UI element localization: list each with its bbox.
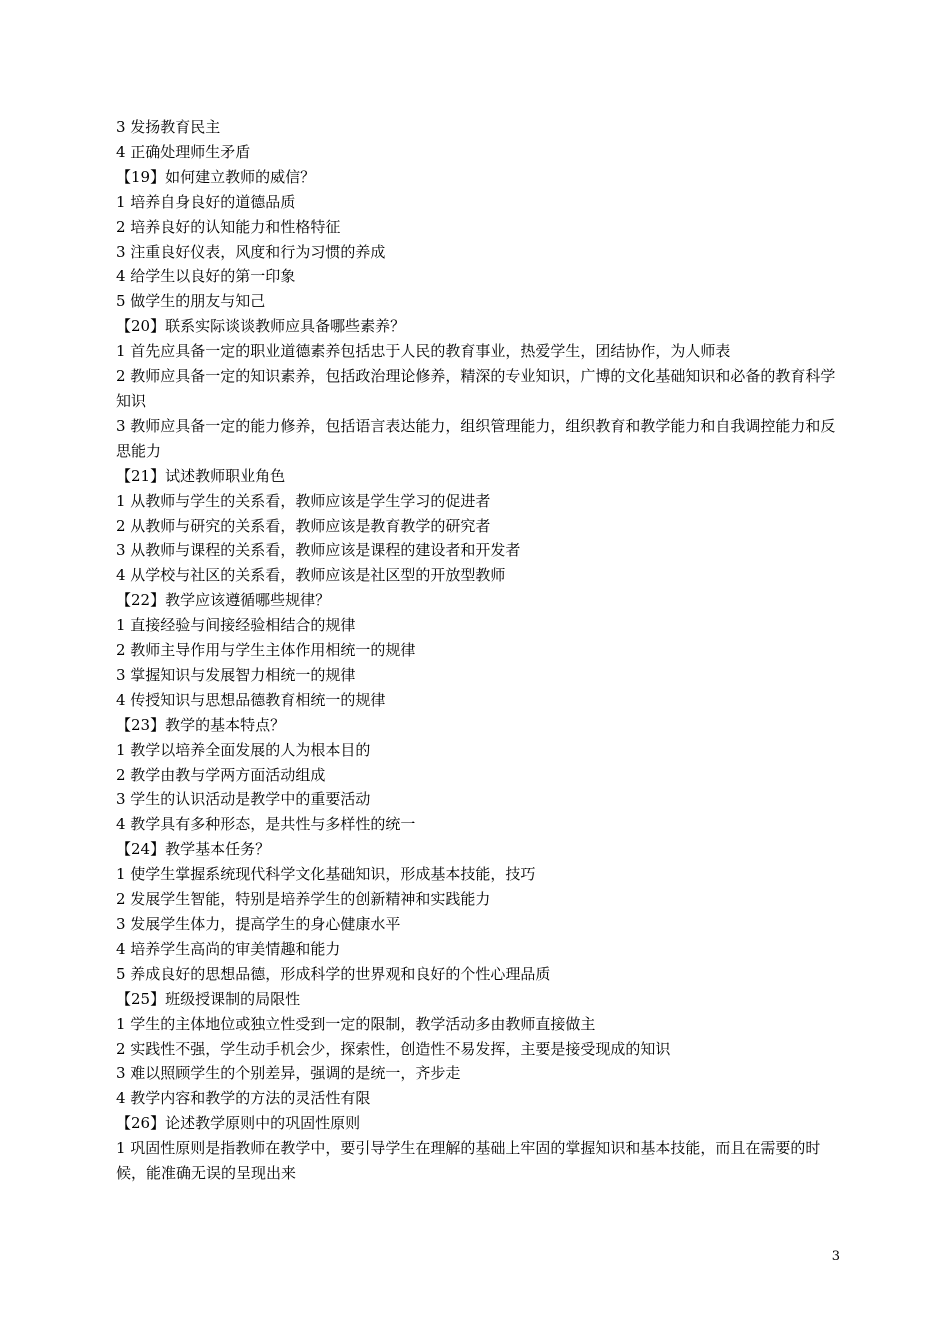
question-heading: 【22】教学应该遵循哪些规律？ [116,591,331,610]
answer-line: 4 正确处理师生矛盾 [116,142,251,161]
answer-line: 2 从教师与研究的关系看，教师应该是教育教学的研究者 [116,516,491,535]
answer-line: 3 从教师与课程的关系看，教师应该是课程的建设者和开发者 [116,541,521,560]
answer-line: 1 教学以培养全面发展的人为根本目的 [116,740,371,759]
page-number: 3 [831,1249,840,1264]
answer-line: 4 培养学生高尚的审美情趣和能力 [116,939,341,958]
answer-line: 3 发展学生体力，提高学生的身心健康水平 [116,915,401,933]
answer-line: 5 养成良好的思想品德，形成科学的世界观和良好的个性心理品质 [116,964,551,983]
answer-line: 4 教学具有多种形态，是共性与多样性的统一 [116,815,416,834]
question-heading: 【20】联系实际谈谈教师应具备哪些素养？ [116,317,406,336]
answer-line: 3 难以照顾学生的个别差异，强调的是统一，齐步走 [116,1064,461,1083]
question-heading: 【25】班级授课制的局限性 [116,989,301,1008]
answer-line: 3 注重良好仪表，风度和行为习惯的养成 [116,242,386,261]
answer-line: 4 给学生以良好的第一印象 [116,267,296,286]
answer-line: 1 使学生掌握系统现代科学文化基础知识，形成基本技能，技巧 [116,865,536,884]
answer-line: 3 学生的认识活动是教学中的重要活动 [116,790,371,809]
answer-line: 3 教师应具备一定的能力修养，包括语言表达能力，组织管理能力，组织教育和教学能力和自我调控能力和反思能力 [116,416,836,460]
answer-line: 3 掌握知识与发展智力相统一的规律 [116,665,356,684]
answer-line: 1 从教师与学生的关系看，教师应该是学生学习的促进者 [116,491,491,510]
answer-line: 2 教学由教与学两方面活动组成 [116,765,326,784]
question-heading: 【19】如何建立教师的威信？ [116,167,316,186]
answer-line: 1 巩固性原则是指教师在教学中，要引导学生在理解的基础上牢固的掌握知识和基本技能，而且在需要的时候，能准确无误的呈现出来 [116,1139,821,1183]
answer-line: 1 直接经验与间接经验相结合的规律 [116,616,356,635]
answer-line: 2 培养良好的认知能力和性格特征 [116,217,341,236]
answer-line: 2 教师主导作用与学生主体作用相统一的规律 [116,641,416,660]
answer-line: 1 首先应具备一定的职业道德素养包括忠于人民的教育事业，热爱学生，团结协作，为人师表 [116,342,731,361]
answer-line: 1 学生的主体地位或独立性受到一定的限制，教学活动多由教师直接做主 [116,1014,596,1033]
question-heading: 【23】教学的基本特点？ [116,715,286,734]
question-heading: 【26】论述教学原则中的巩固性原则 [116,1114,361,1133]
answer-line: 2 实践性不强，学生动手机会少，探索性，创造性不易发挥，主要是接受现成的知识 [116,1039,671,1058]
answer-line: 4 传授知识与思想品德教育相统一的规律 [116,690,386,709]
document-body [116,115,838,1186]
question-heading: 【24】教学基本任务？ [116,840,271,859]
answer-line: 2 发展学生智能，特别是培养学生的创新精神和实践能力 [116,890,491,909]
answer-line: 4 教学内容和教学的方法的灵活性有限 [116,1089,371,1108]
answer-line: 4 从学校与社区的关系看，教师应该是社区型的开放型教师 [116,566,506,585]
answer-line: 3 发扬教育民主 [116,118,221,136]
answer-line: 5 做学生的朋友与知己 [116,292,266,311]
question-heading: 【21】试述教师职业角色 [116,466,286,485]
answer-line: 1 培养自身良好的道德品质 [116,192,296,211]
answer-line: 2 教师应具备一定的知识素养，包括政治理论修养，精深的专业知识，广博的文化基础知识和必备的教育科学知识 [116,367,836,410]
